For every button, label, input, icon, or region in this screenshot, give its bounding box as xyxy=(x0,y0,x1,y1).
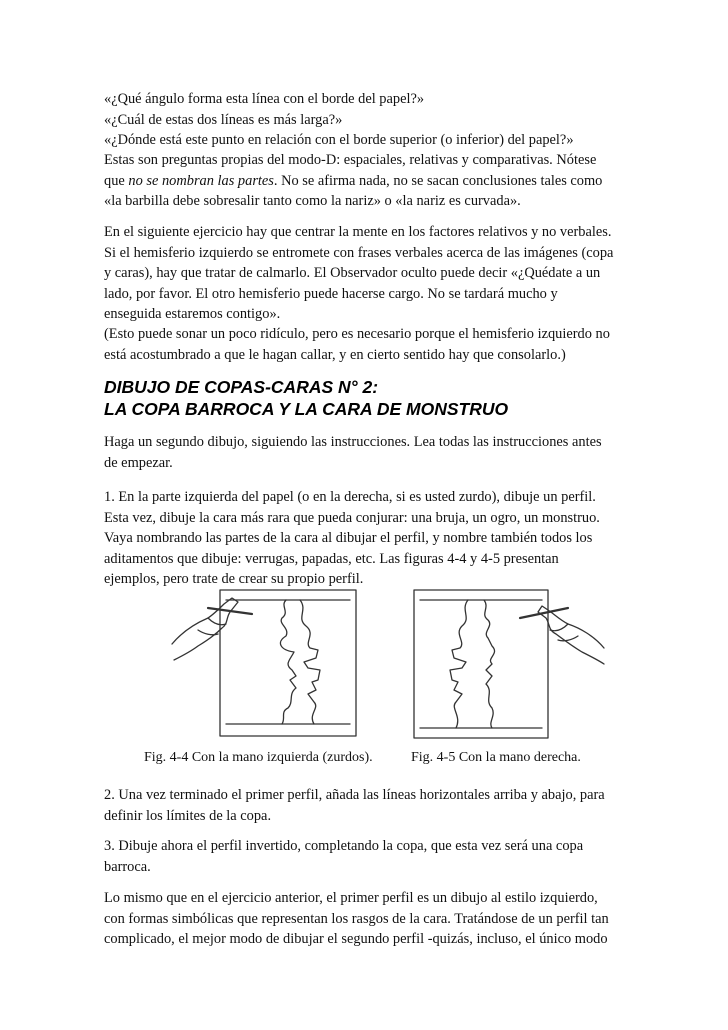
text-line: 3. Dibuje ahora el perfil invertido, completando la copa, que esta vez será una copa xyxy=(104,838,584,854)
text-line: Vaya nombrando las partes de la cara al dibujar el perfil, y nombre también todos los xyxy=(104,530,593,546)
text-line: definir los límites de la copa. xyxy=(104,807,272,824)
text-line: En el siguiente ejercicio hay que centrar la mente en los factores relativos y no verbales. xyxy=(104,224,612,240)
section-heading xyxy=(104,376,508,420)
text-line: 2. Una vez terminado el primer perfil, añada las líneas horizontales arriba y abajo, para xyxy=(104,787,605,803)
text-line: Esta vez, dibuje la cara más rara que pueda conjurar: una bruja, un ogro, un monstruo. xyxy=(104,509,600,526)
italic-emphasis: no se nombran las partes xyxy=(128,172,274,189)
figure-4-5-drawing xyxy=(408,584,608,742)
profile-left xyxy=(450,600,468,728)
text-line: y caras), hay que tratar de calmarlo. El Observador oculto puede decir «¿Quédate a un xyxy=(104,265,601,281)
final-paragraph xyxy=(104,888,644,950)
figure-4-4-drawing xyxy=(168,584,378,742)
text-line: está acostumbrado a que le hagan callar, y en cierto sentido hay que consolarlo.) xyxy=(104,346,566,363)
text-line: 1. En la parte izquierda del papel (o en la derecha, si es usted zurdo), dibuje un perfil. xyxy=(104,489,596,505)
text-line: ejemplos, pero trate de crear su propio perfil. xyxy=(104,571,364,587)
text-line: de empezar. xyxy=(104,454,173,471)
figure-4-4-caption: Fig. 4-4 Con la mano izquierda (zurdos). xyxy=(144,750,373,765)
profile-left xyxy=(280,600,296,724)
text-line: con formas simbólicas que representan los rasgos de la cara. Tratándose de un perfil tan xyxy=(104,910,609,927)
text-line: barroca. xyxy=(104,858,151,875)
ridiculo-paragraph xyxy=(104,324,644,365)
text-line: Estas son preguntas propias del modo-D: espaciales, relativas y comparativas. Nótese xyxy=(104,152,597,168)
ejercicio-paragraph xyxy=(104,222,644,325)
paper-outline xyxy=(414,590,548,738)
text-line xyxy=(104,171,644,192)
text-line: Lo mismo que en el ejercicio anterior, el primer perfil es un dibujo al estilo izquierdo, xyxy=(104,890,598,906)
profile-right xyxy=(484,600,495,728)
text-fragment: . No se afirma nada, no se sacan conclusiones tales como xyxy=(273,172,603,189)
question-line: «¿Dónde está este punto en relación con el borde superior (o inferior) del papel?» xyxy=(104,132,574,148)
text-fragment: que xyxy=(104,172,129,189)
heading-line: LA COPA BARROCA Y LA CARA DE MONSTRUO xyxy=(104,399,509,419)
text-line: (Esto puede sonar un poco ridículo, pero es necesario porque el hemisferio izquierdo no xyxy=(104,326,610,342)
step-1-paragraph xyxy=(104,487,644,590)
heading-line: DIBUJO DE COPAS-CARAS N° 2: xyxy=(104,377,379,397)
hand xyxy=(172,598,238,660)
figure-4-5-caption: Fig. 4-5 Con la mano derecha. xyxy=(411,750,581,765)
questions-paragraph xyxy=(104,89,644,151)
text-line: aditamentos que dibuje: verrugas, papadas, etc. Las figuras 4-4 y 4-5 presentan xyxy=(104,550,559,567)
modo-d-paragraph xyxy=(104,150,644,212)
text-line: lado, por favor. El otro hemisferio puede hacerse cargo. No se tardará mucho y xyxy=(104,285,558,302)
text-line: enseguida estaremos contigo». xyxy=(104,306,281,322)
profile-right xyxy=(300,600,320,724)
step-2-paragraph xyxy=(104,785,644,826)
instrucciones-paragraph xyxy=(104,432,644,473)
step-3-paragraph xyxy=(104,836,644,877)
question-line: «¿Cuál de estas dos líneas es más larga?» xyxy=(104,111,343,128)
text-line: Haga un segundo dibujo, siguiendo las instrucciones. Lea todas las instrucciones antes xyxy=(104,434,602,450)
text-line: «la barbilla debe sobresalir tanto como la nariz» o «la nariz es curvada». xyxy=(104,193,521,209)
question-line: «¿Qué ángulo forma esta línea con el borde del papel?» xyxy=(104,91,425,107)
text-line: complicado, el mejor modo de dibujar el segundo perfil -quizás, incluso, el único modo xyxy=(104,931,608,947)
text-line: Si el hemisferio izquierdo se entromete con frases verbales acerca de las imágenes (copa xyxy=(104,244,614,261)
